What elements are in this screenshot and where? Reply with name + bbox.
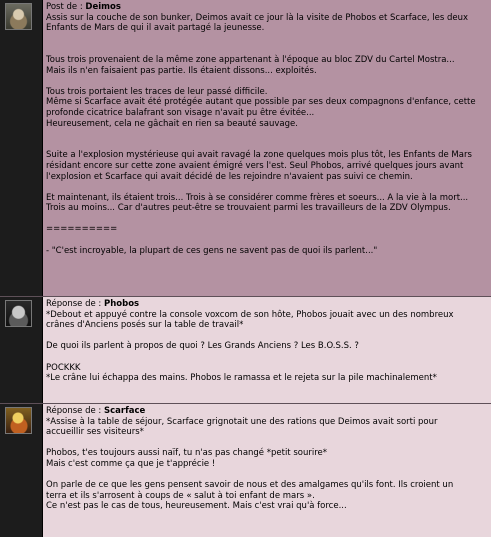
post-body — [43, 297, 491, 403]
avatar-column — [0, 0, 43, 296]
phobos-avatar-icon[interactable] — [5, 300, 32, 327]
post-header — [46, 2, 487, 13]
post-text: Assis sur la couche de son bunker, Deimos avait ce jour là la visite de Phobos et Scarface, les deux Enfants de Mars de qui il avait partagé la jeunesse. Tous trois provenaient de la même zone appartenant à l'époque au bloc ZDV du Cartel Mostra... Mais ils n'en faisaient pas partie. Ils étaient dissons... exploités. Tous trois portaient les traces de leur passé difficile. Même si Scarface avait été protégée autant que possible par ses deux compagnons d'enfance, cette profonde cicatrice balafrant son visage n'avait pu être évitée... Heureusement, cela ne gâchait en rien sa beauté sauvage. Suite a l'explosion mystérieuse qui avait ravagé la zone quelques mois plus tôt, les Enfants de Mars résidant encore sur cette zone avaient émigré vers l'est. Seul Phobos, arrivé quelques jours avant l'explosion et Scarface qui avait décidé de les rejoindre n'avaient pas suivi ce chemin. Et maintenant, ils étaient trois... Trois à se considérer comme frères et soeurs... A la vie à la mort... Trois au moins... Car d'autres peut-être se trouvaient parmi les travailleurs de la ZDV Olympus. ========== - "C'est incroyable, la plupart de ces gens ne savent pas de quoi ils parlent..." — [46, 12, 476, 256]
post-header — [46, 299, 487, 310]
post-text: *Debout et appuyé contre la console voxcom de son hôte, Phobos jouait avec un des nombreux crânes d'Anciens posés sur la table de travail* De quoi ils parlent à propos de quoi ? Les Grands Anciens ? Les B.O.S.S. ? POCKKK *Le crâne lui échappa des mains. Phobos le ramassa et le rejeta sur la pile machinalement* — [46, 309, 454, 384]
post-header — [46, 406, 487, 417]
post-header-prefix: Réponse de : — [46, 406, 104, 416]
scarface-avatar-icon[interactable] — [5, 407, 32, 434]
post-phobos — [0, 297, 491, 404]
avatar-column — [0, 404, 43, 537]
post-scarface — [0, 404, 491, 537]
post-author[interactable]: Scarface — [104, 406, 146, 416]
deimos-avatar-icon[interactable] — [5, 3, 32, 30]
post-header-prefix: Réponse de : — [46, 299, 104, 309]
post-header-prefix: Post de : — [46, 2, 86, 12]
post-author[interactable]: Phobos — [104, 299, 140, 309]
post-body — [43, 0, 491, 296]
post-body — [43, 404, 491, 537]
avatar-column — [0, 297, 43, 403]
post-text: *Assise à la table de séjour, Scarface grignotait une des rations que Deimos avait sorti pour accueillir ses visiteurs* Phobos, t'es toujours aussi naïf, tu n'as pas changé *petit sourire* Mais c'est comme ça que je t'apprécie ! On parle de ce que les gens pensent savoir de nous et des amalgames qu'ils font. Ils croient un terra et ils s'arrosent à coups de « salut à toi enfant de mars ». Ce n'est pas le cas de tous, heureusement. Mais c'est vrai qu'à force... — [46, 416, 454, 512]
post-author[interactable]: Deimos — [85, 2, 121, 12]
